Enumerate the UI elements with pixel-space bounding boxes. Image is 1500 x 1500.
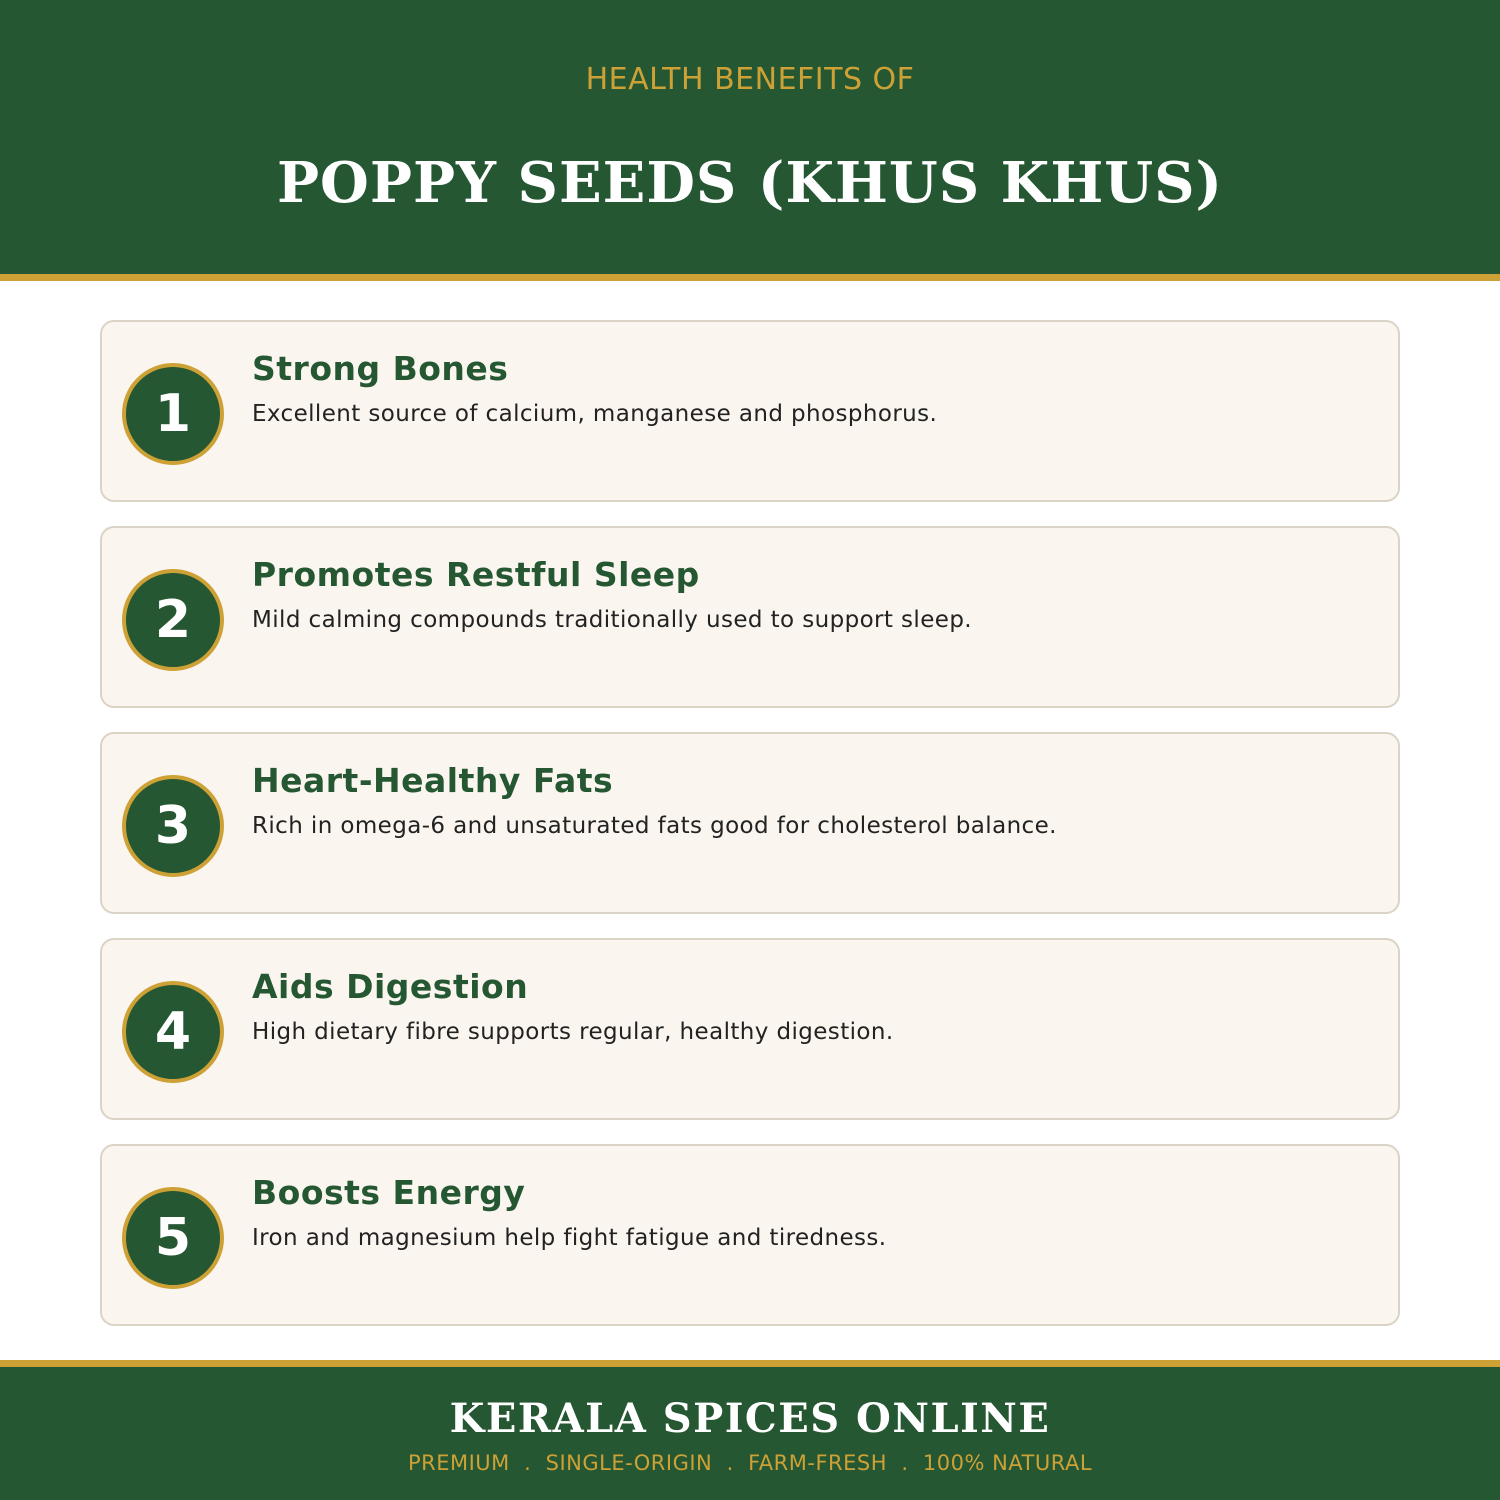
number-badge: 2 (122, 569, 224, 671)
benefit-card (100, 526, 1400, 708)
brand-tagline: PREMIUM . SINGLE-ORIGIN . FARM-FRESH . 100% NATURAL (407, 1451, 1093, 1475)
brand-name: KERALA SPICES ONLINE (449, 1395, 1051, 1442)
benefit-card (100, 320, 1400, 502)
number-badge: 4 (122, 981, 224, 1083)
number-badge: 5 (122, 1187, 224, 1289)
benefit-card (100, 732, 1400, 914)
number-badge: 1 (122, 363, 224, 465)
benefit-card (100, 1144, 1400, 1326)
benefit-description: Mild calming compounds traditionally used to support sleep. (252, 607, 973, 633)
benefit-description: High dietary fibre supports regular, healthy digestion. (252, 1019, 894, 1045)
number-badge: 3 (122, 775, 224, 877)
benefit-title: Aids Digestion (252, 967, 529, 1006)
benefit-card (100, 938, 1400, 1120)
benefits-list (100, 320, 1400, 1350)
benefit-description: Rich in omega-6 and unsaturated fats good for cholesterol balance. (252, 813, 1057, 839)
benefit-title: Heart-Healthy Fats (252, 761, 614, 800)
page-title: POPPY SEEDS (KHUS KHUS) (276, 150, 1224, 216)
header-subtitle: HEALTH BENEFITS OF (585, 62, 915, 97)
benefit-title: Strong Bones (252, 349, 509, 388)
benefit-title: Promotes Restful Sleep (252, 555, 700, 594)
benefit-title: Boosts Energy (252, 1173, 526, 1212)
benefit-description: Excellent source of calcium, manganese and phosphorus. (252, 401, 938, 427)
header-banner (0, 0, 1500, 281)
benefit-description: Iron and magnesium help fight fatigue and tiredness. (252, 1225, 887, 1251)
footer-banner (0, 1360, 1500, 1500)
